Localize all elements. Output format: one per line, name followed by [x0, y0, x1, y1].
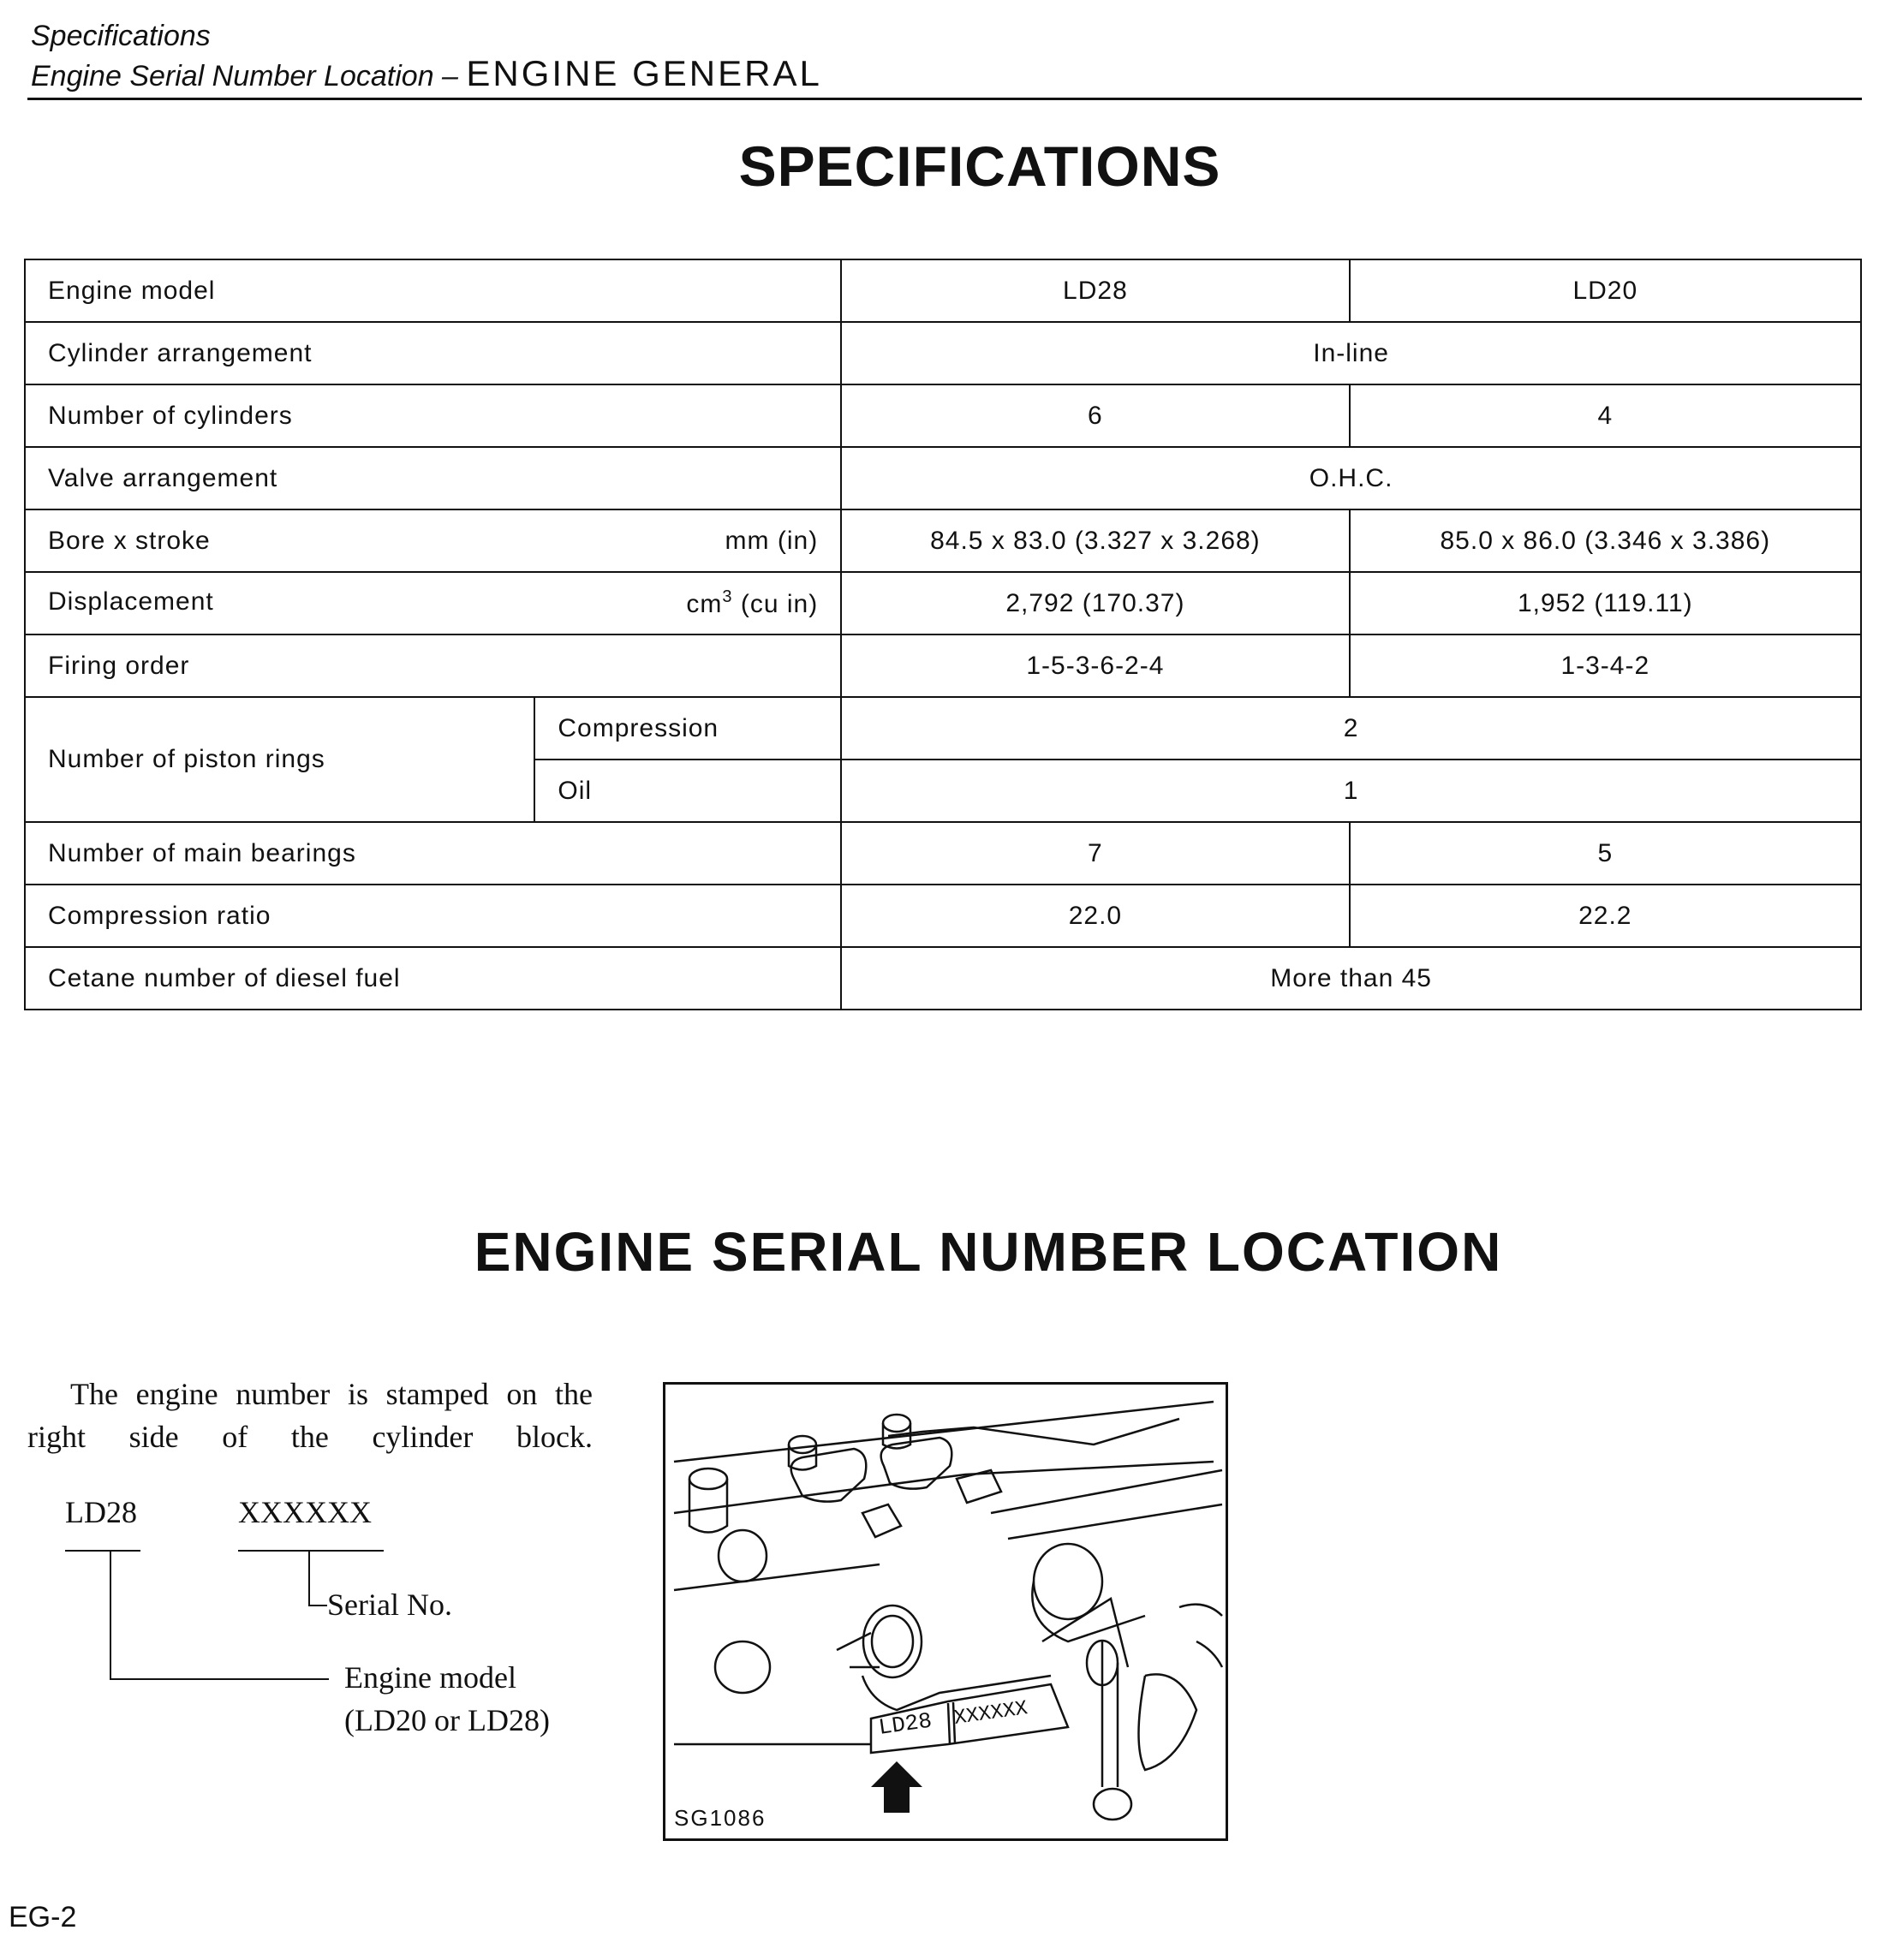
row-label-text: Displacement: [48, 587, 214, 616]
ld20-value: LD20: [1350, 259, 1861, 322]
model-leader-vertical: [110, 1551, 111, 1679]
model-label-line2: (LD20 or LD28): [344, 1703, 550, 1737]
table-row: [25, 384, 1861, 447]
row-label: [25, 509, 841, 572]
row-label-text: Bore x stroke: [48, 526, 211, 555]
sub-label: Compression: [534, 697, 841, 760]
unit-rest: (cu in): [732, 590, 819, 618]
model-leader-horizontal: [110, 1678, 329, 1680]
table-row: [25, 322, 1861, 384]
ld28-value: LD28: [841, 259, 1349, 322]
header-section: ENGINE GENERAL: [466, 53, 822, 93]
table-row: [25, 634, 1861, 697]
row-label: Number of cylinders: [25, 384, 841, 447]
engine-illustration: [665, 1385, 1226, 1838]
table-row: [25, 259, 1861, 322]
ld28-value: 1-5-3-6-2-4: [841, 634, 1349, 697]
row-label: Number of piston rings: [25, 697, 534, 822]
figure-stamp-model: LD28: [876, 1707, 934, 1741]
row-label: Firing order: [25, 634, 841, 697]
serial-leader-vertical: [308, 1551, 310, 1606]
ld28-value: 2,792 (170.37): [841, 572, 1349, 634]
unit-base: cm: [686, 590, 723, 618]
shared-value: O.H.C.: [841, 447, 1861, 509]
ld28-value: 84.5 x 83.0 (3.327 x 3.268): [841, 509, 1349, 572]
row-unit: [686, 587, 818, 619]
ld20-value: 1,952 (119.11): [1350, 572, 1861, 634]
ld28-value: 22.0: [841, 885, 1349, 947]
ld20-value: 1-3-4-2: [1350, 634, 1861, 697]
serial-code: XXXXXX: [238, 1495, 372, 1529]
serial-underline: [238, 1550, 384, 1552]
row-label: Cetane number of diesel fuel: [25, 947, 841, 1010]
table-row: [25, 885, 1861, 947]
table-row: [25, 947, 1861, 1010]
sub-label: Oil: [534, 760, 841, 822]
ld28-value: 6: [841, 384, 1349, 447]
row-label: Cylinder arrangement: [25, 322, 841, 384]
serial-number-format-diagram: [51, 1494, 634, 1751]
figure-stamp-serial: XXXXXX: [952, 1697, 1029, 1731]
header-line-1: Specifications: [31, 20, 211, 52]
ld20-value: 22.2: [1350, 885, 1861, 947]
ld28-value: 7: [841, 822, 1349, 885]
shared-value: More than 45: [841, 947, 1861, 1010]
engine-figure: [663, 1382, 1228, 1841]
figure-id: SG1086: [674, 1805, 767, 1831]
arrow-up-icon: [871, 1761, 922, 1813]
row-label: Number of main bearings: [25, 822, 841, 885]
table-row: [25, 697, 1861, 760]
header-line-2: [31, 55, 822, 95]
header-rule: [27, 98, 1862, 100]
model-label-line1: Engine model: [344, 1660, 516, 1695]
table-row: [25, 572, 1861, 634]
row-label: Engine model: [25, 259, 841, 322]
shared-value: In-line: [841, 322, 1861, 384]
running-header: [31, 17, 822, 95]
specifications-title: SPECIFICATIONS: [738, 134, 1221, 198]
unit-superscript: 3: [722, 587, 733, 606]
row-label: Valve arrangement: [25, 447, 841, 509]
table-row: [25, 447, 1861, 509]
paragraph-text: The engine number is stamped on the right side of the cylinder block.: [27, 1377, 593, 1454]
serial-location-title: ENGINE SERIAL NUMBER LOCATION: [474, 1221, 1503, 1283]
header-subsection: Engine Serial Number Location –: [31, 60, 467, 92]
table-row: [25, 822, 1861, 885]
model-code: LD28: [65, 1495, 137, 1529]
shared-value: 2: [841, 697, 1861, 760]
ld20-value: 4: [1350, 384, 1861, 447]
ld20-value: 5: [1350, 822, 1861, 885]
page-number: EG-2: [9, 1901, 77, 1933]
serial-leader-horizontal: [308, 1605, 327, 1606]
row-label: [25, 572, 841, 634]
serial-location-paragraph: [27, 1373, 593, 1458]
shared-value: 1: [841, 760, 1861, 822]
row-unit: mm (in): [725, 526, 819, 555]
row-label: Compression ratio: [25, 885, 841, 947]
table-row: [25, 509, 1861, 572]
specifications-table: [24, 259, 1862, 1010]
serial-label: Serial No.: [327, 1588, 452, 1622]
ld20-value: 85.0 x 86.0 (3.346 x 3.386): [1350, 509, 1861, 572]
model-underline: [65, 1550, 140, 1552]
